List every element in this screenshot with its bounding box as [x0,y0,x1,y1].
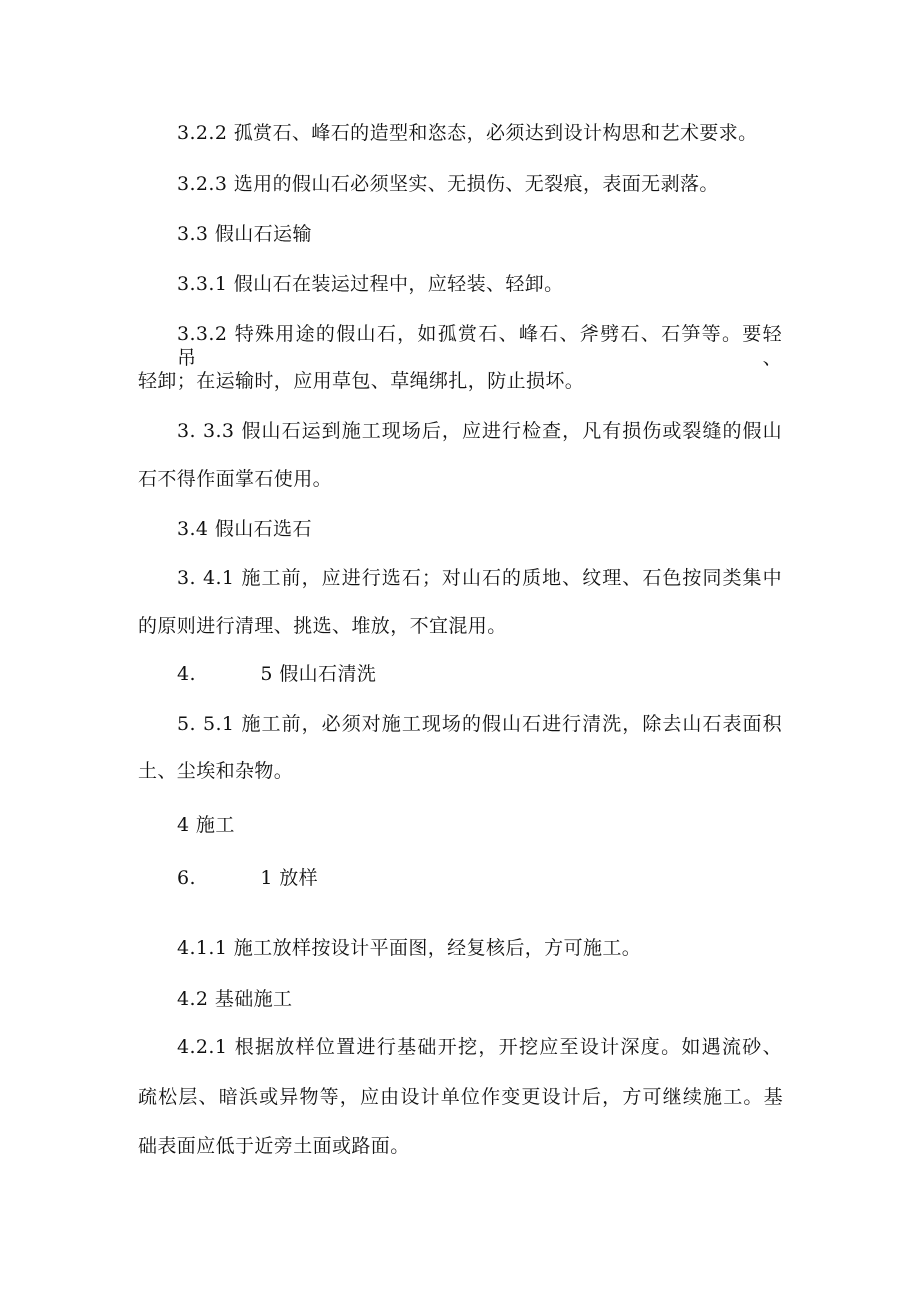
paragraph-4-2-1-line-3: 础表面应低于近旁土面或路面。 [138,1135,410,1157]
heading-4: 4 施工 [177,814,235,836]
paragraph-3-3-2-line-2: 轻卸；在运输时，应用草包、草绳绑扎，防止损坏。 [138,370,585,392]
heading-3-3: 3.3 假山石运输 [177,223,312,245]
paragraph-3-3-2-line-1: 3.3.2 特殊用途的假山石，如孤赏石、峰石、斧劈石、石笋等。要轻吊、 [177,323,782,369]
paragraph-4-1-1: 4.1.1 施工放样按设计平面图，经复核后，方可施工。 [177,937,642,959]
heading-3-5: 4. 5 假山石清洗 [177,663,377,685]
paragraph-4-2-1-line-2: 疏松层、暗浜或异物等，应由设计单位作变更设计后，方可继续施工。基 [138,1086,783,1108]
paragraph-3-4-1-line-2: 的原则进行清理、挑选、堆放，不宜混用。 [138,615,507,637]
heading-4-2: 4.2 基础施工 [177,988,293,1010]
paragraph-3-5-1-line-2: 土、尘埃和杂物。 [138,760,294,782]
paragraph-3-3-1: 3.3.1 假山石在装运过程中，应轻装、轻卸。 [177,273,564,295]
paragraph-3-4-1-line-1: 3. 4.1 施工前，应进行选石；对山石的质地、纹理、石色按同类集中 [177,567,782,589]
paragraph-3-2-3: 3.2.3 选用的假山石必须坚实、无损伤、无裂痕，表面无剥落。 [177,173,719,195]
paragraph-3-3-3-line-1: 3. 3.3 假山石运到施工现场后，应进行检查，凡有损伤或裂缝的假山 [177,420,782,442]
paragraph-4-2-1-line-1: 4.2.1 根据放样位置进行基础开挖，开挖应至设计深度。如遇流砂、 [177,1036,782,1058]
heading-3-4: 3.4 假山石选石 [177,518,312,540]
paragraph-3-3-3-line-2: 石不得作面掌石使用。 [138,468,333,490]
heading-4-1: 6. 1 放样 [177,867,319,889]
paragraph-3-2-2: 3.2.2 孤赏石、峰石的造型和恣态，必须达到设计构思和艺术要求。 [177,122,758,144]
paragraph-3-5-1-line-1: 5. 5.1 施工前，必须对施工现场的假山石进行清洗，除去山石表面积 [177,713,782,735]
